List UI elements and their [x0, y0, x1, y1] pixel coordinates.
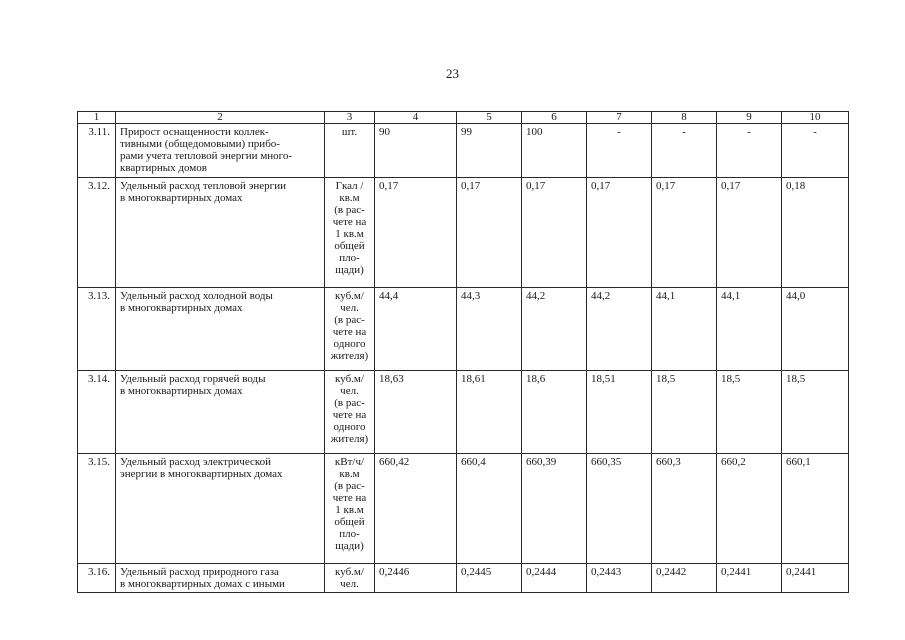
unit-cell: Гкал / кв.м (в рас- чете на 1 кв.м общей пло- щади) [325, 178, 375, 288]
table-row [78, 178, 849, 288]
indicator-name: Удельный расход тепловой энергии в многоквартирных домах [116, 178, 325, 288]
row-number: 3.13. [78, 288, 116, 371]
row-number: 3.11. [78, 124, 116, 178]
value-cell: 0,2445 [457, 564, 522, 593]
value-cell: 44,2 [522, 288, 587, 371]
value-cell: 100 [522, 124, 587, 178]
value-cell: 0,17 [457, 178, 522, 288]
value-cell: 0,17 [522, 178, 587, 288]
column-header: 7 [587, 112, 652, 124]
value-cell: 44,3 [457, 288, 522, 371]
table-row [78, 564, 849, 593]
value-cell: 660,2 [717, 454, 782, 564]
unit-cell: куб.м/ чел. (в рас- чете на одного жителя) [325, 371, 375, 454]
value-cell: - [782, 124, 849, 178]
header-row [78, 112, 849, 124]
unit-cell: куб.м/ чел. [325, 564, 375, 593]
unit-cell: кВт/ч/ кв.м (в рас- чете на 1 кв.м общей пло- щади) [325, 454, 375, 564]
value-cell: 660,42 [375, 454, 457, 564]
column-header: 1 [78, 112, 116, 124]
value-cell: 44,4 [375, 288, 457, 371]
page-number: 23 [446, 66, 459, 81]
value-cell: 660,39 [522, 454, 587, 564]
indicator-name: Удельный расход природного газа в многоквартирных домах с иными [116, 564, 325, 593]
value-cell: 660,1 [782, 454, 849, 564]
column-header: 9 [717, 112, 782, 124]
value-cell: 0,18 [782, 178, 849, 288]
column-header: 5 [457, 112, 522, 124]
column-header: 10 [782, 112, 849, 124]
row-number: 3.14. [78, 371, 116, 454]
column-header: 6 [522, 112, 587, 124]
unit-cell: шт. [325, 124, 375, 178]
value-cell: 18,5 [782, 371, 849, 454]
indicator-table [77, 111, 849, 593]
column-header: 3 [325, 112, 375, 124]
value-cell: 0,2444 [522, 564, 587, 593]
value-cell: 660,4 [457, 454, 522, 564]
value-cell: 18,63 [375, 371, 457, 454]
value-cell: 18,6 [522, 371, 587, 454]
unit-cell: куб.м/ чел. (в рас- чете на одного жителя) [325, 288, 375, 371]
indicator-name: Прирост оснащенности коллек- тивными (общедомовыми) прибо- рами учета тепловой энергии много- квартирных домов [116, 124, 325, 178]
table-row [78, 124, 849, 178]
value-cell: 0,17 [717, 178, 782, 288]
table-row [78, 288, 849, 371]
value-cell: 18,61 [457, 371, 522, 454]
column-header: 8 [652, 112, 717, 124]
row-number: 3.12. [78, 178, 116, 288]
indicator-name: Удельный расход электрической энергии в многоквартирных домах [116, 454, 325, 564]
value-cell: 660,35 [587, 454, 652, 564]
column-header: 4 [375, 112, 457, 124]
value-cell: 0,2443 [587, 564, 652, 593]
value-cell: - [587, 124, 652, 178]
value-cell: 44,2 [587, 288, 652, 371]
value-cell: 44,1 [717, 288, 782, 371]
value-cell: 44,1 [652, 288, 717, 371]
value-cell: - [652, 124, 717, 178]
indicator-name: Удельный расход горячей воды в многоквартирных домах [116, 371, 325, 454]
value-cell: 90 [375, 124, 457, 178]
value-cell: 0,17 [587, 178, 652, 288]
row-number: 3.16. [78, 564, 116, 593]
value-cell: - [717, 124, 782, 178]
value-cell: 99 [457, 124, 522, 178]
value-cell: 0,2441 [717, 564, 782, 593]
row-number: 3.15. [78, 454, 116, 564]
indicator-name: Удельный расход холодной воды в многоквартирных домах [116, 288, 325, 371]
table-row [78, 454, 849, 564]
value-cell: 44,0 [782, 288, 849, 371]
value-cell: 0,17 [375, 178, 457, 288]
value-cell: 660,3 [652, 454, 717, 564]
value-cell: 18,5 [717, 371, 782, 454]
value-cell: 18,51 [587, 371, 652, 454]
table-row [78, 371, 849, 454]
value-cell: 0,2441 [782, 564, 849, 593]
value-cell: 18,5 [652, 371, 717, 454]
value-cell: 0,2442 [652, 564, 717, 593]
value-cell: 0,17 [652, 178, 717, 288]
column-header: 2 [116, 112, 325, 124]
value-cell: 0,2446 [375, 564, 457, 593]
